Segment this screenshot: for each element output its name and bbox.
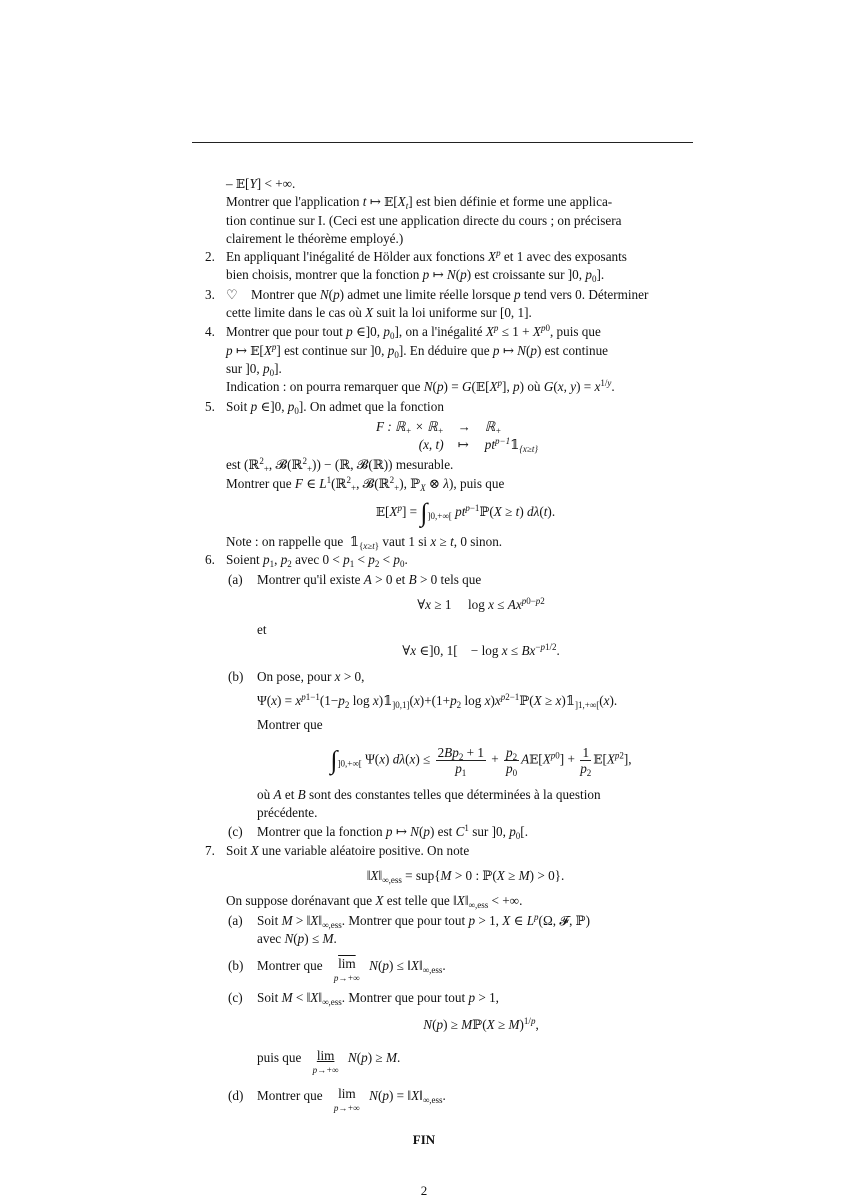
subquestion-label: (d) [228,1087,244,1103]
question-number: 3. [205,286,215,302]
question-text: Montrer que la fonction p ↦ N(p) est $C^1$ sur ]0, $p_0$[. [257,823,528,842]
question-number: 2. [205,249,215,265]
question-text: Soit X une variable aléatoire positive. On note [226,842,470,858]
question-text: Soient $p_1$, $p_2$ avec $0 < p_1 < p_2 < p_0$. [226,552,408,570]
intro-continuation [205,175,705,248]
question-text: Montrer que pour tout p ∈]0, $p_0$], on a l'inégalité $X^p \le 1 + X^{p0}$, puis que [226,323,601,342]
question-6 [205,551,705,841]
question-text: bien choisis, montrer que la fonction p ↦ N(p) est croissante sur ]0, $p_0$]. [226,267,605,285]
question-number: 5. [205,398,215,414]
question-5 [205,398,705,552]
question-number: 4. [205,324,215,340]
subquestion-6a [226,571,705,667]
subquestion-label: (b) [228,668,244,684]
end-marker: FIN [412,1132,436,1147]
question-text: avec N(p) ≤ M. [257,930,337,946]
question-text: où A et B sont des constantes telles que déterminées à la question [257,786,601,802]
question-text: Montrer que F ∈ $L^1(ℝ^2_+$, 𝓑(ℝ$^2_+$), ℙ$_X$ ⊗ λ), puis que [226,474,505,493]
indication: Indication : on pourra remarquer que $N(p) = G(𝔼[X^p]$, p) où G(x, $y) = x^{1/y}$. [226,378,615,395]
subquestion-6c [226,823,705,841]
intro-line: clairement le théorème employé.) [226,230,404,246]
subquestion-label: (c) [228,990,243,1006]
function-definition: F : ℝ$_+$ × ℝ$_+$ → ℝ$_+$ (x, t) ↦ $pt^{p-1}𝟙_{\{x\ge t\}}$ [376,418,538,455]
question-text: Montrer que lim p→+∞ $N(p) = ‖X‖_{\infty,ess}$. [257,1085,446,1113]
question-3 [205,286,705,323]
question-text: précédente. [257,805,318,821]
question-number: 6. [205,552,215,568]
question-text: sur ]0, $p_0$]. [226,360,282,378]
note: Note : on rappelle que $𝟙_{\{x\ge t\}}$ vaut 1 si x ≥ t, 0 sinon. [226,534,503,552]
inequality: ∀x ≥ 1 $\log x \le Ax^{p0-p2}$ [417,595,545,612]
question-text: Montrer que $\overline{lim}$ p→+∞ $N(p) \le ‖X‖_{\infty,ess}$. [257,956,446,984]
question-number: 7. [205,842,215,858]
question-2 [205,248,705,285]
question-text: est (ℝ$^2_+$, 𝓑(ℝ$^2_+$)) − (ℝ, 𝓑(ℝ)) mesurable. [226,456,454,475]
subquestion-label: (a) [228,912,243,928]
question-text: Montrer qu'il existe A > 0 et B > 0 tels que [257,571,482,587]
question-text: On suppose dorénavant que X est telle que $‖X‖_{\infty,ess}$ < +∞. [226,893,523,911]
question-text: ♡ Montrer que N(p) admet une limite réelle lorsque p tend vers 0. Déterminer [226,286,649,302]
subquestion-7c [226,989,705,1077]
psi-inequality: $\int_{]0,+\infty[}$ Ψ(x) dλ(x) ≤ $\frac{2Bp_2 + 1}{p_1}$ + $\frac{p_2}{p_0}$ $A𝔼[X^{p0}]$ + $\frac{1}{p_2}$ $𝔼[X^{p2}]$, [330,744,632,778]
question-7 [205,842,705,1115]
subquestion-7a [226,912,705,949]
integral-equation: $𝔼[X^p] = \int_{]0,+\infty[}$ $pt^{p-1}ℙ(X \ge t)$ dλ(t). [375,498,556,528]
question-text: Soit $M < ‖X‖_{\infty,ess}$. Montrer que pour tout p > 1, [257,990,499,1008]
header-rule [192,142,693,143]
question-text: Soit $M > ‖X‖_{\infty,ess}$. Montrer que pour tout p > 1, X ∈ $L^p(\Omega$, 𝓕, ℙ) [257,911,590,930]
subquestion-7b [226,957,705,985]
heart-icon: ♡ [226,286,238,302]
question-text: Soit p ∈]0, $p_0$]. On admet que la fonction [226,398,444,416]
question-text: Montrer que [257,717,323,733]
subquestion-label: (b) [228,958,244,974]
inequality: ∀x ∈]0, 1[ − $\log x \le Bx^{-p1/2}$. [402,641,560,658]
subquestion-label: (c) [228,824,243,840]
psi-definition: $\Psi(x) = x^{p1-1}(1-p_2$ $\log x)𝟙_{]0,1]}(x)+(1+p_2$ $\log x)x^{p2-1}ℙ(X$ ≥ $x)𝟙_{]1,+\infty[}(x)$. [257,692,618,711]
question-text: puis que lim p→+∞ N(p) ≥ M. [257,1047,401,1075]
subquestion-6b [226,668,705,822]
subquestion-7d [226,1087,705,1115]
question-4 [205,323,705,396]
question-text: cette limite dans le cas où X suit la loi uniforme sur [0, 1]. [226,305,532,321]
intro-bullet: – 𝔼[Y] < +∞. [226,176,296,191]
page-number: 2 [420,1183,428,1198]
lower-bound: N(p) ≥ Mℙ(X ≥ M)$^{1/p}$, [423,1016,539,1033]
conjunction: et [257,622,267,638]
ess-sup-definition: $‖X‖_{\infty,ess} = sup\{M > 0$ : ℙ(X ≥ M) > 0}. [366,867,565,885]
exam-content [205,175,705,1115]
question-text: On pose, pour x > 0, [257,668,365,684]
subquestion-label: (a) [228,571,243,587]
question-text: p ↦ $𝔼[X^p]$ est continue sur ]0, $p_0$]. En déduire que p ↦ N(p) est continue [226,341,609,360]
intro-line: tion continue sur I. (Ceci est une application directe du cours ; on précisera [226,212,622,228]
question-text: En appliquant l'inégalité de Hölder aux fonctions $X^p$ et 1 avec des exposants [226,248,627,265]
intro-line: Montrer que l'application t ↦ $𝔼[X_t]$ est bien définie et forme une applica- [226,194,613,212]
